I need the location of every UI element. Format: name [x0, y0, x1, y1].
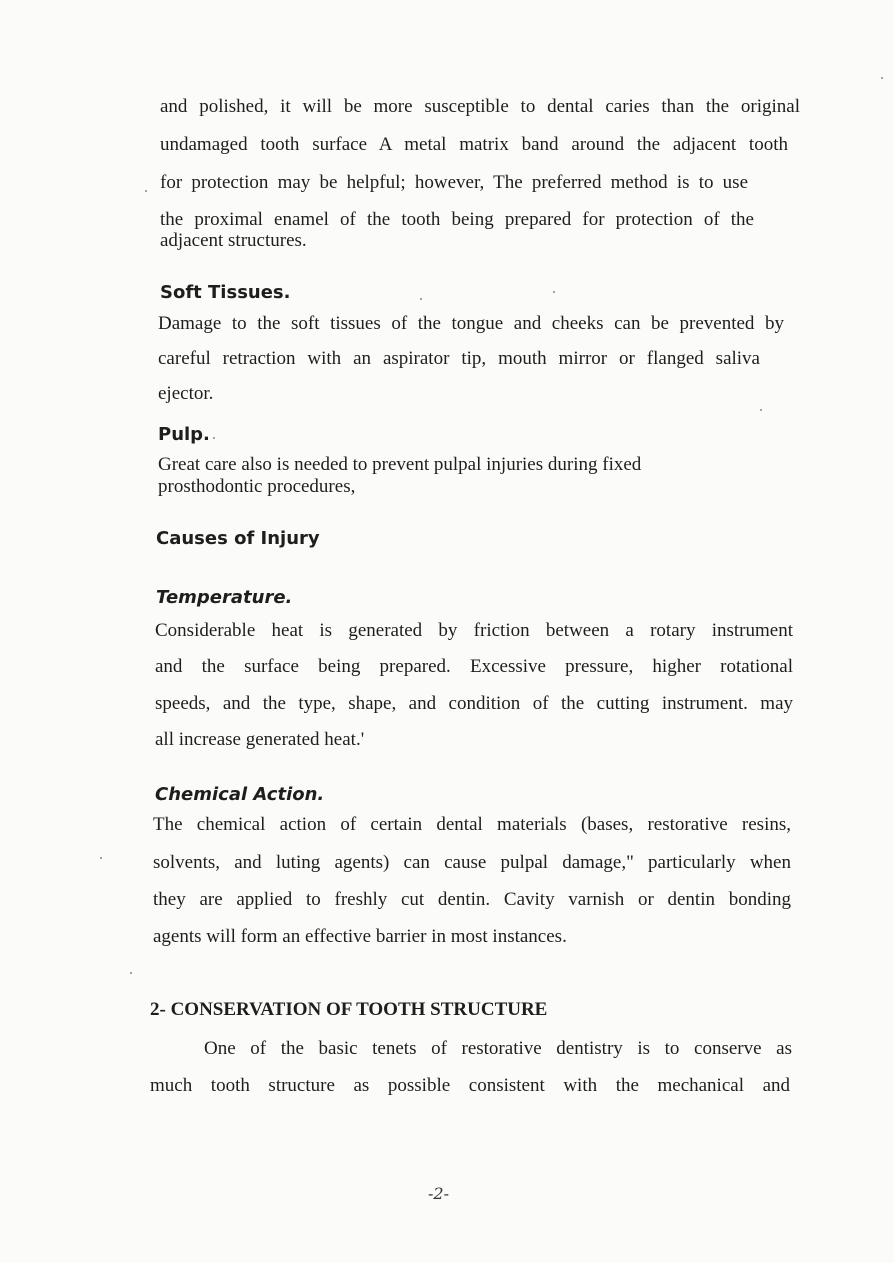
chemical-action-line-2: solvents, and luting agents) can cause pulpal damage," particularly when: [153, 852, 791, 873]
soft-tissues-line-1: Damage to the soft tissues of the tongue and cheeks can be prevented by: [158, 313, 784, 334]
pulp-heading: Pulp.: [158, 424, 210, 445]
pulp-line-1: Great care also is needed to prevent pulpal injuries during fixed: [158, 454, 642, 475]
conservation-section-title: 2- CONSERVATION OF TOOTH STRUCTURE: [150, 999, 548, 1020]
intro-line-3: for protection may be helpful; however, The preferred method is to use: [160, 172, 748, 193]
scan-speck: [145, 190, 147, 192]
intro-line-5: adjacent structures.: [160, 230, 307, 251]
temperature-line-3: speeds, and the type, shape, and condition of the cutting instrument. may: [155, 693, 793, 714]
pulp-line-2: prosthodontic procedures,: [158, 476, 356, 497]
intro-line-1: and polished, it will be more susceptible to dental caries than the original: [160, 96, 800, 117]
scan-speck: [213, 437, 215, 439]
conservation-line-2: much tooth structure as possible consistent with the mechanical and: [150, 1075, 790, 1096]
chemical-action-line-1: The chemical action of certain dental materials (bases, restorative resins,: [153, 814, 791, 835]
temperature-line-2: and the surface being prepared. Excessive pressure, higher rotational: [155, 656, 793, 677]
scan-speck: [760, 409, 762, 411]
soft-tissues-heading: Soft Tissues.: [160, 282, 291, 303]
temperature-heading: Temperature.: [156, 587, 293, 608]
temperature-line-1: Considerable heat is generated by friction between a rotary instrument: [155, 620, 793, 641]
intro-line-4: the proximal enamel of the tooth being prepared for protection of the: [160, 209, 754, 230]
scan-speck: [881, 77, 883, 79]
scan-speck: [553, 291, 555, 293]
conservation-line-1: One of the basic tenets of restorative dentistry is to conserve as: [204, 1038, 792, 1059]
temperature-line-4: all increase generated heat.': [155, 729, 365, 750]
chemical-action-heading: Chemical Action.: [155, 784, 325, 805]
intro-line-2: undamaged tooth surface A metal matrix band around the adjacent tooth: [160, 134, 788, 155]
soft-tissues-line-2: careful retraction with an aspirator tip, mouth mirror or flanged saliva: [158, 348, 760, 369]
page-number: -2-: [428, 1184, 449, 1203]
causes-of-injury-heading: Causes of Injury: [156, 528, 320, 549]
soft-tissues-line-3: ejector.: [158, 383, 214, 404]
chemical-action-line-3: they are applied to freshly cut dentin. Cavity varnish or dentin bonding: [153, 889, 791, 910]
scan-speck: [420, 298, 422, 300]
scan-speck: [100, 857, 102, 859]
scan-speck: [130, 972, 132, 974]
chemical-action-line-4: agents will form an effective barrier in most instances.: [153, 926, 567, 947]
